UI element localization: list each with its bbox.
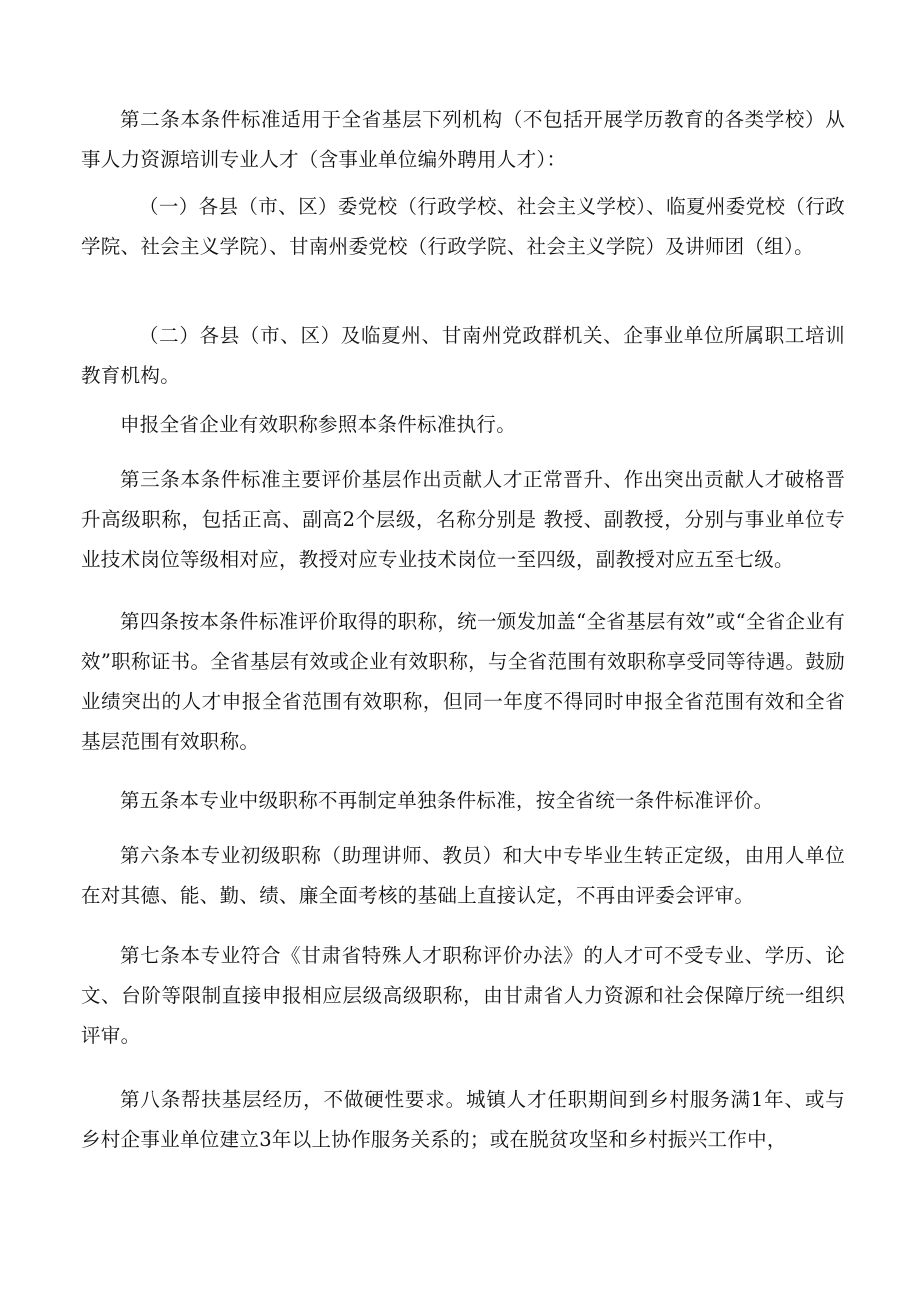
article-8-paragraph: 第八条帮扶基层经历，不做硬性要求。城镇人才任职期间到乡村服务满1年、或与乡村企事业单位建立3年以上协作服务关系的；或在脱贫攻坚和乡村振兴工作中， <box>81 1088 845 1151</box>
article-4-paragraph: 第四条按本条件标准评价取得的职称，统一颁发加盖“全省基层有效”或“全省企业有效”职称证书。全省基层有效或企业有效职称，与全省范围有效职称享受同等待遇。鼓励业绩突出的人才申报全省范围有效职称，但同一年度不得同时申报全省范围有效和全省基层范围有效职称。 <box>81 610 845 753</box>
clause-1-paragraph: （一）各县（市、区）委党校（行政学校、社会主义学校）、临夏州委党校（行政学院、社会主义学院）、甘南州委党校（行政学院、社会主义学院）及讲师团（组）。 <box>81 195 845 258</box>
clause-2-paragraph: （二）各县（市、区）及临夏州、甘南州党政群机关、企事业单位所属职工培训教育机构。 <box>81 324 845 387</box>
article-6-paragraph: 第六条本专业初级职称（助理讲师、教员）和大中专毕业生转正定级，由用人单位在对其德、能、勤、绩、廉全面考核的基础上直接认定，不再由评委会评审。 <box>81 844 845 907</box>
article-7-paragraph: 第七条本专业符合《甘肃省特殊人才职称评价办法》的人才可不受专业、学历、论文、台阶等限制直接申报相应层级高级职称，由甘肃省人力资源和社会保障厅统一组织评审。 <box>81 944 845 1047</box>
enterprise-note-paragraph: 申报全省企业有效职称参照本条件标准执行。 <box>120 413 517 436</box>
article-3-paragraph: 第三条本条件标准主要评价基层作出贡献人才正常晋升、作出突出贡献人才破格晋升高级职称，包括正高、副高2个层级，名称分别是 教授、副教授，分别与事业单位专业技术岗位等级相对应，教授对应专业技术岗位一至四级，副教授对应五至七级。 <box>81 468 845 571</box>
article-2-paragraph: 第二条本条件标准适用于全省基层下列机构（不包括开展学历教育的各类学校）从事人力资源培训专业人才（含事业单位编外聘用人才）： <box>81 108 845 171</box>
article-5-paragraph: 第五条本专业中级职称不再制定单独条件标准，按全省统一条件标准评价。 <box>120 789 774 812</box>
